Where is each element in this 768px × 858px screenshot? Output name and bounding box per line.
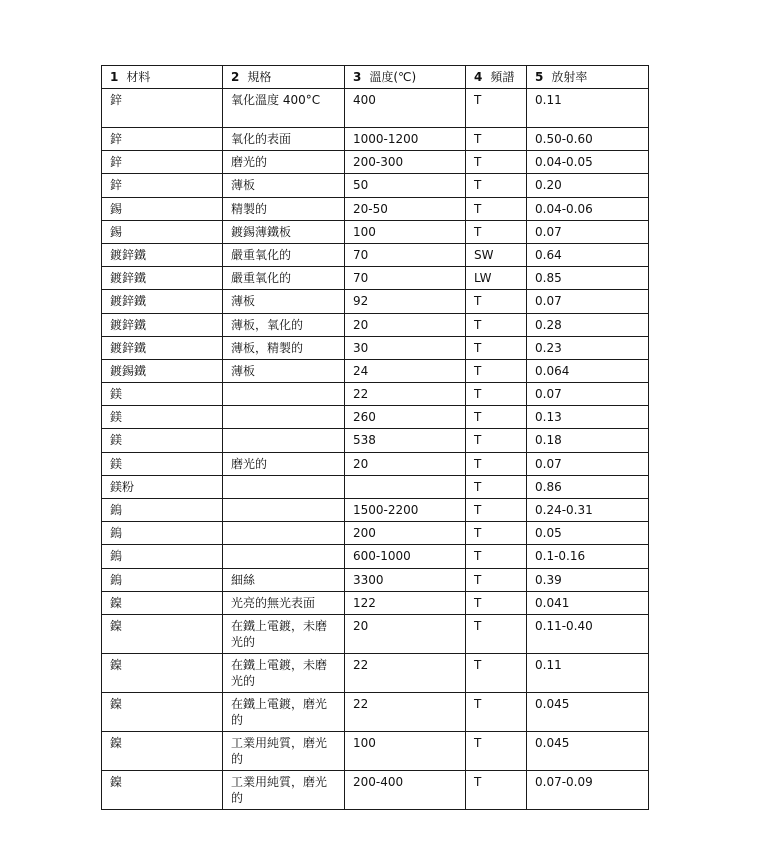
cell-spec: 薄板，氧化的	[223, 313, 345, 336]
cell-spectrum: T	[466, 313, 527, 336]
table-row	[102, 692, 649, 731]
cell-temperature: 200	[345, 522, 466, 545]
cell-spectrum: T	[466, 653, 527, 692]
cell-temperature: 50	[345, 174, 466, 197]
cell-spec: 在鐵上電鍍，磨光的	[223, 692, 345, 731]
header-temperature: 3 溫度(℃)	[345, 66, 466, 89]
cell-spec: 細絲	[223, 568, 345, 591]
cell-material: 鎳	[102, 692, 223, 731]
table-row	[102, 545, 649, 568]
cell-material: 鎳	[102, 653, 223, 692]
table-row	[102, 568, 649, 591]
table-row	[102, 522, 649, 545]
cell-material: 鎳	[102, 614, 223, 653]
cell-spec: 磨光的	[223, 452, 345, 475]
cell-temperature: 260	[345, 406, 466, 429]
cell-material: 錫	[102, 220, 223, 243]
cell-material: 鋅	[102, 89, 223, 128]
cell-emissivity: 0.045	[527, 731, 649, 770]
cell-material: 鍍鋅鐵	[102, 336, 223, 359]
table-row	[102, 313, 649, 336]
cell-material: 鋅	[102, 128, 223, 151]
cell-material: 鎂粉	[102, 475, 223, 498]
cell-temperature: 1500-2200	[345, 499, 466, 522]
cell-spec	[223, 522, 345, 545]
cell-emissivity: 0.05	[527, 522, 649, 545]
table-row	[102, 220, 649, 243]
table-row	[102, 290, 649, 313]
cell-spec: 精製的	[223, 197, 345, 220]
cell-spec	[223, 383, 345, 406]
emissivity-table-sheet	[101, 65, 649, 810]
cell-spectrum: T	[466, 197, 527, 220]
table-row	[102, 653, 649, 692]
cell-temperature: 200-400	[345, 770, 466, 809]
cell-emissivity: 0.045	[527, 692, 649, 731]
cell-material: 鎂	[102, 429, 223, 452]
cell-spec: 在鐵上電鍍，未磨光的	[223, 614, 345, 653]
cell-spec: 工業用純質，磨光的	[223, 770, 345, 809]
cell-temperature: 3300	[345, 568, 466, 591]
cell-temperature: 20	[345, 313, 466, 336]
table-row	[102, 359, 649, 382]
cell-material: 鍍錫鐵	[102, 359, 223, 382]
cell-material: 鋅	[102, 174, 223, 197]
cell-spec: 薄板	[223, 359, 345, 382]
cell-spec	[223, 406, 345, 429]
cell-material: 鎳	[102, 731, 223, 770]
cell-material: 鍍鋅鐵	[102, 267, 223, 290]
cell-emissivity: 0.07	[527, 220, 649, 243]
cell-material: 鎢	[102, 522, 223, 545]
table-row	[102, 591, 649, 614]
table-row	[102, 174, 649, 197]
cell-spectrum: T	[466, 545, 527, 568]
table-row	[102, 731, 649, 770]
header-spec: 2 規格	[223, 66, 345, 89]
cell-emissivity: 0.23	[527, 336, 649, 359]
cell-spectrum: T	[466, 336, 527, 359]
table-row	[102, 452, 649, 475]
cell-emissivity: 0.64	[527, 243, 649, 266]
cell-temperature: 200-300	[345, 151, 466, 174]
cell-material: 鎳	[102, 591, 223, 614]
cell-emissivity: 0.07	[527, 290, 649, 313]
cell-spectrum: T	[466, 522, 527, 545]
cell-emissivity: 0.50-0.60	[527, 128, 649, 151]
cell-spectrum: T	[466, 731, 527, 770]
cell-spec: 薄板	[223, 174, 345, 197]
cell-temperature: 600-1000	[345, 545, 466, 568]
cell-emissivity: 0.18	[527, 429, 649, 452]
cell-temperature: 92	[345, 290, 466, 313]
cell-spectrum: T	[466, 692, 527, 731]
cell-material: 鋅	[102, 151, 223, 174]
cell-emissivity: 0.20	[527, 174, 649, 197]
cell-temperature: 100	[345, 220, 466, 243]
cell-emissivity: 0.04-0.06	[527, 197, 649, 220]
cell-spectrum: T	[466, 89, 527, 128]
cell-temperature: 538	[345, 429, 466, 452]
cell-emissivity: 0.13	[527, 406, 649, 429]
cell-material: 鎢	[102, 568, 223, 591]
cell-spec: 鍍錫薄鐵板	[223, 220, 345, 243]
cell-temperature: 24	[345, 359, 466, 382]
cell-emissivity: 0.1-0.16	[527, 545, 649, 568]
emissivity-table	[101, 65, 649, 810]
cell-spectrum: T	[466, 151, 527, 174]
cell-spec	[223, 499, 345, 522]
cell-temperature: 1000-1200	[345, 128, 466, 151]
table-row	[102, 197, 649, 220]
cell-material: 鎢	[102, 545, 223, 568]
cell-material: 鎢	[102, 499, 223, 522]
cell-spectrum: T	[466, 429, 527, 452]
cell-spec: 氧化溫度 400°C	[223, 89, 345, 128]
table-row	[102, 475, 649, 498]
cell-temperature: 400	[345, 89, 466, 128]
cell-emissivity: 0.11-0.40	[527, 614, 649, 653]
table-row	[102, 406, 649, 429]
cell-spectrum: T	[466, 591, 527, 614]
cell-temperature: 22	[345, 653, 466, 692]
cell-emissivity: 0.39	[527, 568, 649, 591]
cell-material: 鍍鋅鐵	[102, 243, 223, 266]
table-row	[102, 243, 649, 266]
cell-material: 鎂	[102, 452, 223, 475]
cell-temperature: 70	[345, 267, 466, 290]
cell-spectrum: T	[466, 290, 527, 313]
header-material: 1 材料	[102, 66, 223, 89]
cell-spectrum: T	[466, 770, 527, 809]
table-row	[102, 128, 649, 151]
cell-spectrum: T	[466, 383, 527, 406]
cell-spectrum: T	[466, 475, 527, 498]
cell-spec	[223, 429, 345, 452]
cell-emissivity: 0.11	[527, 89, 649, 128]
cell-spectrum: T	[466, 452, 527, 475]
table-row	[102, 429, 649, 452]
cell-emissivity: 0.041	[527, 591, 649, 614]
cell-emissivity: 0.064	[527, 359, 649, 382]
cell-emissivity: 0.24-0.31	[527, 499, 649, 522]
cell-emissivity: 0.07-0.09	[527, 770, 649, 809]
cell-temperature: 122	[345, 591, 466, 614]
cell-spec: 在鐵上電鍍，未磨光的	[223, 653, 345, 692]
cell-spec: 薄板，精製的	[223, 336, 345, 359]
cell-spectrum: LW	[466, 267, 527, 290]
cell-material: 鎳	[102, 770, 223, 809]
cell-spec: 磨光的	[223, 151, 345, 174]
cell-emissivity: 0.07	[527, 452, 649, 475]
cell-spectrum: T	[466, 220, 527, 243]
cell-spec: 嚴重氧化的	[223, 243, 345, 266]
table-row	[102, 770, 649, 809]
cell-spectrum: T	[466, 499, 527, 522]
cell-emissivity: 0.11	[527, 653, 649, 692]
cell-temperature: 20	[345, 614, 466, 653]
table-row	[102, 89, 649, 128]
cell-temperature: 20-50	[345, 197, 466, 220]
table-row	[102, 499, 649, 522]
cell-spec: 工業用純質，磨光的	[223, 731, 345, 770]
table-row	[102, 267, 649, 290]
cell-temperature: 22	[345, 383, 466, 406]
header-emissivity: 5 放射率	[527, 66, 649, 89]
cell-material: 鍍鋅鐵	[102, 313, 223, 336]
cell-temperature: 20	[345, 452, 466, 475]
cell-spectrum: T	[466, 614, 527, 653]
cell-temperature: 22	[345, 692, 466, 731]
cell-emissivity: 0.28	[527, 313, 649, 336]
cell-temperature	[345, 475, 466, 498]
header-spectrum: 4 頻譜	[466, 66, 527, 89]
cell-spectrum: T	[466, 128, 527, 151]
cell-emissivity: 0.07	[527, 383, 649, 406]
cell-spec: 嚴重氧化的	[223, 267, 345, 290]
cell-spectrum: SW	[466, 243, 527, 266]
cell-spectrum: T	[466, 568, 527, 591]
cell-emissivity: 0.04-0.05	[527, 151, 649, 174]
cell-material: 鍍鋅鐵	[102, 290, 223, 313]
cell-material: 錫	[102, 197, 223, 220]
cell-spectrum: T	[466, 359, 527, 382]
cell-spec	[223, 545, 345, 568]
cell-material: 鎂	[102, 383, 223, 406]
cell-spectrum: T	[466, 406, 527, 429]
table-row	[102, 383, 649, 406]
cell-emissivity: 0.86	[527, 475, 649, 498]
table-row	[102, 614, 649, 653]
cell-spectrum: T	[466, 174, 527, 197]
table-row	[102, 336, 649, 359]
table-row	[102, 151, 649, 174]
cell-temperature: 30	[345, 336, 466, 359]
cell-material: 鎂	[102, 406, 223, 429]
cell-emissivity: 0.85	[527, 267, 649, 290]
cell-spec: 光亮的無光表面	[223, 591, 345, 614]
cell-spec	[223, 475, 345, 498]
cell-temperature: 100	[345, 731, 466, 770]
cell-spec: 氧化的表面	[223, 128, 345, 151]
cell-spec: 薄板	[223, 290, 345, 313]
table-header-row	[102, 66, 649, 89]
cell-temperature: 70	[345, 243, 466, 266]
